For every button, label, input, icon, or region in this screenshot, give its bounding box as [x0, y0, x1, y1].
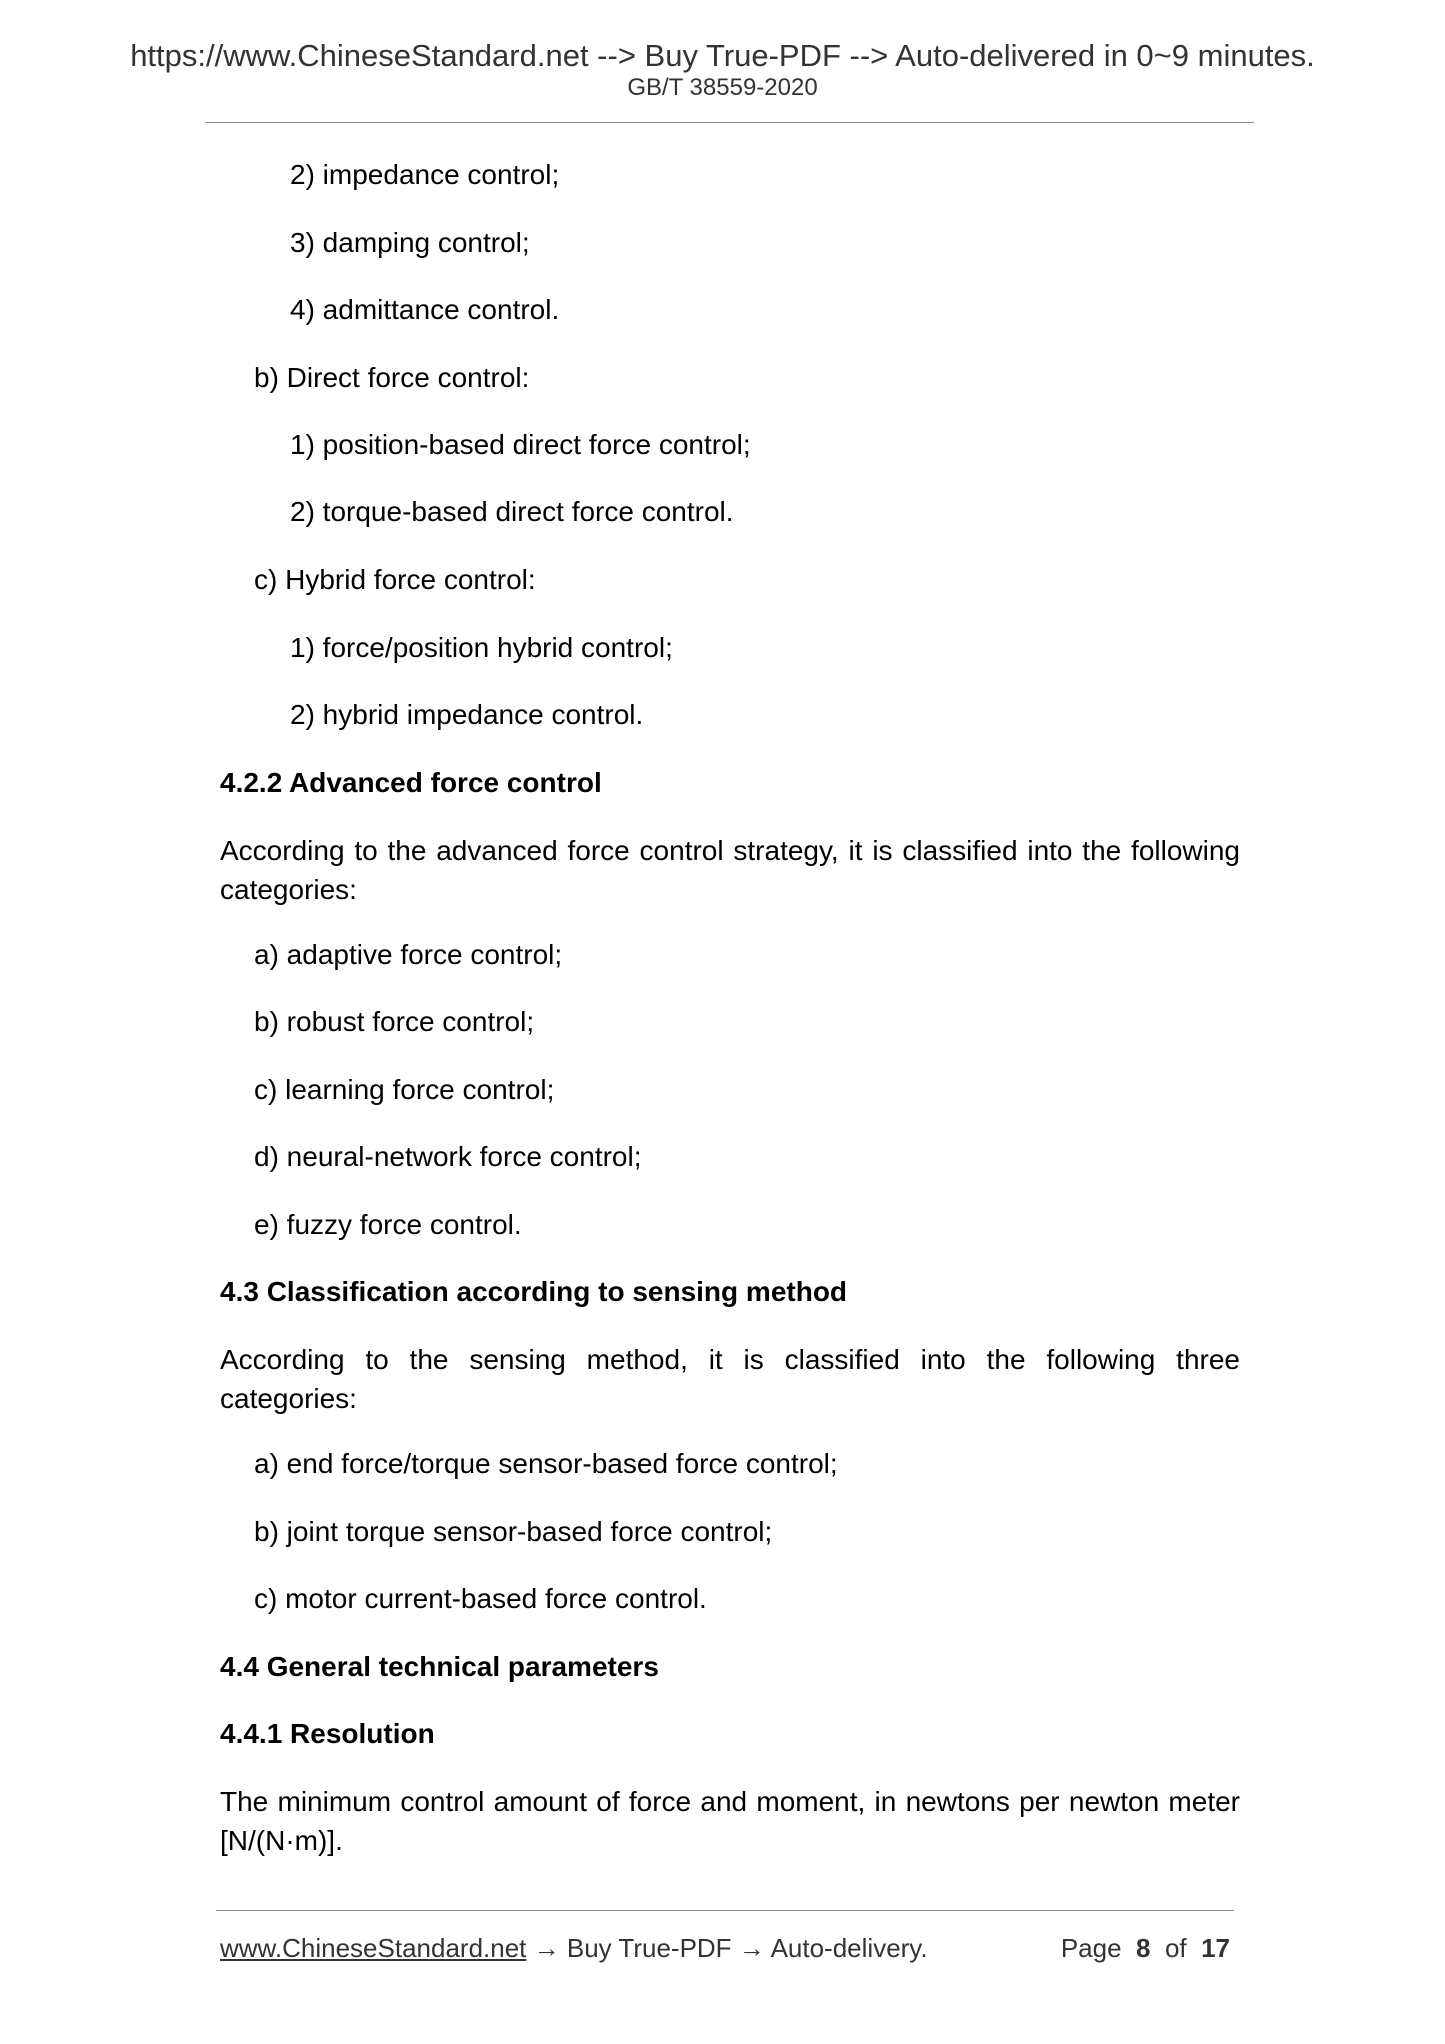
list-item-hybrid-force: c) Hybrid force control:	[254, 564, 536, 595]
top-banner: https://www.ChineseStandard.net --> Buy True-PDF --> Auto-delivered in 0~9 minutes.	[130, 38, 1315, 73]
list-item: a) adaptive force control;	[254, 939, 563, 970]
section-intro-4-3: According to the sensing method, it is classified into the following three categories:	[220, 1344, 1240, 1414]
section-heading-4-4: 4.4 General technical parameters	[220, 1651, 659, 1682]
page-current: 8	[1136, 1933, 1151, 1963]
list-item: c) motor current-based force control.	[254, 1583, 707, 1614]
page-label: Page	[1060, 1933, 1122, 1963]
section-intro-4-2-2: According to the advanced force control strategy, it is classified into the following categories:	[220, 835, 1240, 905]
page-total: 17	[1201, 1933, 1230, 1963]
list-item: d) neural-network force control;	[254, 1141, 642, 1172]
list-item: b) joint torque sensor-based force control;	[254, 1516, 773, 1547]
list-item: b) robust force control;	[254, 1006, 535, 1037]
page-of: of	[1164, 1933, 1187, 1963]
list-item: 1) position-based direct force control;	[290, 429, 751, 460]
list-item: 2) impedance control;	[290, 159, 560, 190]
list-item: a) end force/torque sensor-based force control;	[254, 1448, 838, 1479]
page-footer	[220, 1935, 1230, 1961]
list-item: 4) admittance control.	[290, 294, 560, 325]
section-text-4-4-1: The minimum control amount of force and moment, in newtons per newton meter [N/(N·m)].	[220, 1786, 1240, 1856]
footer-tagline: → Buy True-PDF → Auto-delivery.	[526, 1933, 928, 1963]
list-item: 3) damping control;	[290, 227, 530, 258]
standard-code: GB/T 38559-2020	[627, 74, 818, 101]
section-heading-4-4-1: 4.4.1 Resolution	[220, 1718, 435, 1749]
footer-divider	[216, 1910, 1234, 1911]
list-item: 1) force/position hybrid control;	[290, 632, 673, 663]
header-divider	[206, 122, 1254, 123]
list-item: c) learning force control;	[254, 1074, 555, 1105]
list-item: 2) hybrid impedance control.	[290, 699, 644, 730]
section-heading-4-3: 4.3 Classification according to sensing method	[220, 1276, 848, 1307]
footer-site-link[interactable]: www.ChineseStandard.net	[220, 1933, 527, 1963]
list-item: e) fuzzy force control.	[254, 1209, 522, 1240]
list-item-direct-force: b) Direct force control:	[254, 362, 530, 393]
list-item: 2) torque-based direct force control.	[290, 496, 734, 527]
section-heading-4-2-2: 4.2.2 Advanced force control	[220, 767, 602, 798]
page-indicator	[1061, 1935, 1230, 1961]
